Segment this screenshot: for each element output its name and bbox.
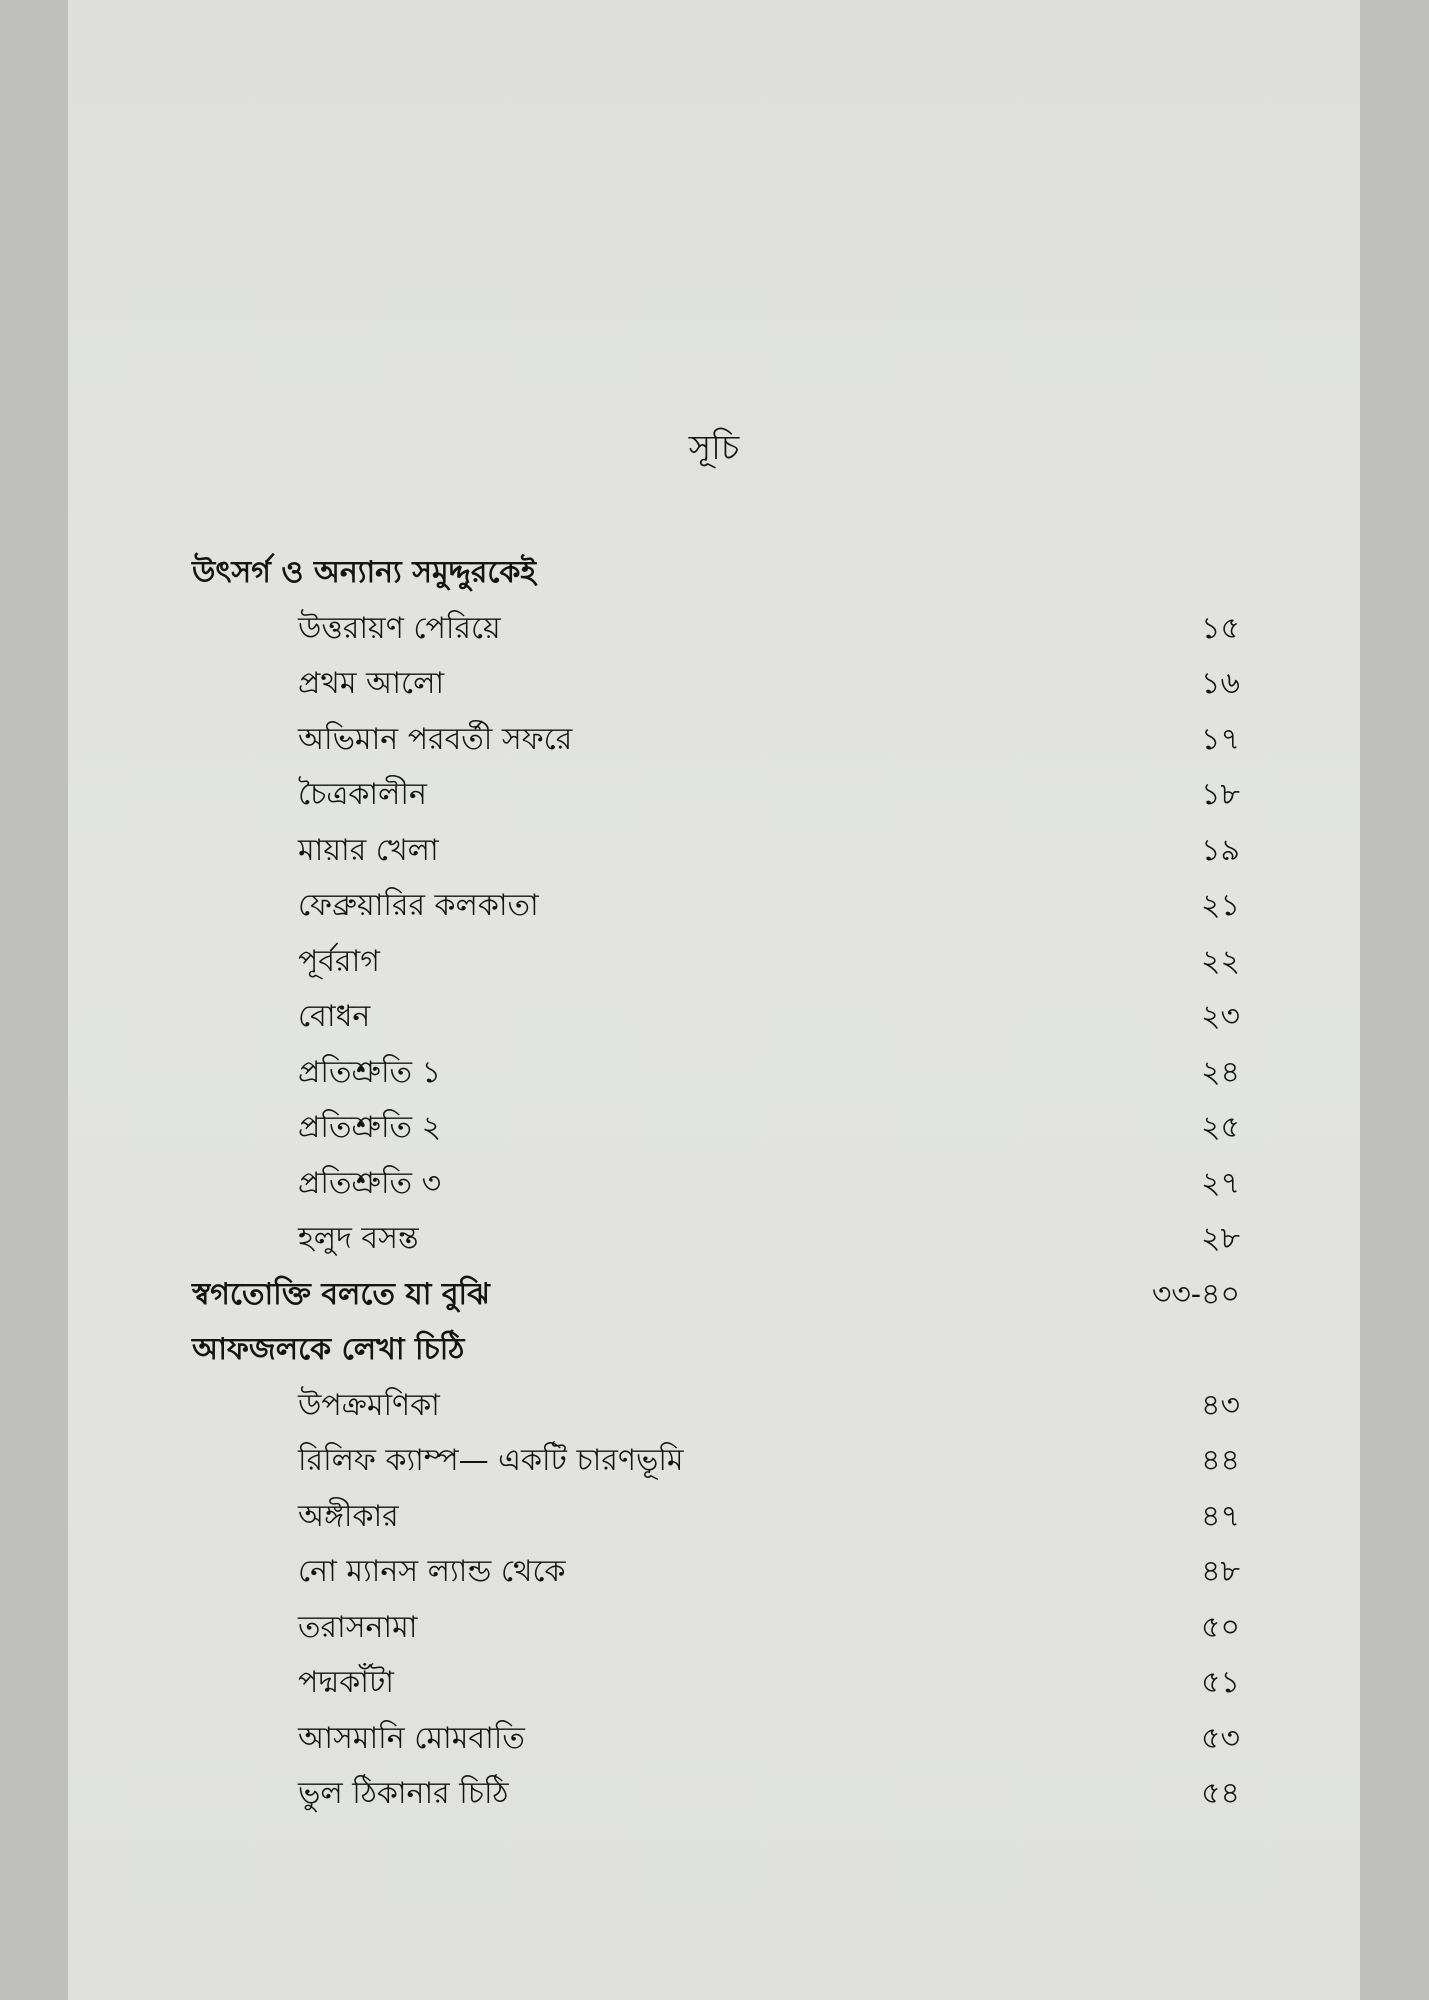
toc-page-number: ৪৩ xyxy=(1201,1387,1240,1423)
toc-page-number: ১৯ xyxy=(1201,832,1240,868)
toc-entry xyxy=(68,707,1360,763)
toc-entry xyxy=(68,762,1360,818)
toc-page-number: ২৩ xyxy=(1200,999,1240,1034)
toc-section xyxy=(68,1262,1360,1318)
toc-page-number: ৫১ xyxy=(1201,1665,1240,1700)
toc-entry-title: বোধন xyxy=(298,999,371,1034)
toc-entry xyxy=(68,818,1360,874)
toc-entry xyxy=(68,1650,1360,1706)
toc-section-title: উৎসর্গ ও অন্যান্য সমুদ্দুরকেই xyxy=(192,555,537,590)
toc-page-number: ১৮ xyxy=(1201,777,1240,812)
toc-entry-title: প্রথম আলো xyxy=(298,666,445,701)
toc-entry-title: মায়ার খেলা xyxy=(298,832,439,868)
toc-entry xyxy=(68,1539,1360,1595)
toc-entry xyxy=(68,596,1360,652)
toc-section-title: আফজলকে লেখা চিঠি xyxy=(192,1332,465,1367)
toc-page-number: ৫৪ xyxy=(1201,1776,1240,1811)
toc-entry-title: চৈত্রকালীন xyxy=(298,777,427,812)
toc-entry-title: পদ্মকাঁটা xyxy=(298,1665,395,1700)
toc-entry-title: তরাসনামা xyxy=(298,1609,418,1645)
toc-entry xyxy=(68,929,1360,985)
toc-page-number: ১৬ xyxy=(1201,666,1240,701)
toc-page-number: ২৮ xyxy=(1201,1221,1240,1256)
toc-entry-title: প্রতিশ্রুতি ১ xyxy=(298,1054,442,1090)
toc-entry xyxy=(68,1484,1360,1540)
toc-entry xyxy=(68,873,1360,929)
toc-page-number: ৪৮ xyxy=(1201,1554,1240,1589)
toc-page-number: ২৫ xyxy=(1201,1110,1240,1145)
toc-entry xyxy=(68,1595,1360,1651)
toc-entry xyxy=(68,1428,1360,1484)
toc-entry-title: পূর্বরাগ xyxy=(298,943,380,979)
toc-page-number: ২১ xyxy=(1201,888,1240,923)
toc-entry xyxy=(68,984,1360,1040)
toc-page-number: ৩৩-৪০ xyxy=(1151,1276,1240,1312)
toc-page-number: ৪৪ xyxy=(1201,1443,1240,1478)
toc-entry xyxy=(68,1095,1360,1151)
toc-entry xyxy=(68,1151,1360,1207)
toc-entry-title: ফেব্রুয়ারির কলকাতা xyxy=(298,888,539,923)
toc-page-number: ৫৩ xyxy=(1201,1720,1240,1756)
toc-page-number: ১৫ xyxy=(1201,610,1240,646)
book-page xyxy=(68,0,1360,2000)
toc-entry-title: হলুদ বসন্ত xyxy=(298,1221,419,1256)
toc-page-number: ২২ xyxy=(1200,943,1240,979)
toc-entry xyxy=(68,1373,1360,1429)
toc-page-number: ২৪ xyxy=(1201,1054,1240,1090)
page-title: সূচি xyxy=(688,428,740,468)
toc-page-number: ২৭ xyxy=(1200,1165,1240,1201)
toc-entry-title: অভিমান পরবর্তী সফরে xyxy=(298,721,573,757)
toc-entry-title: প্রতিশ্রুতি ২ xyxy=(298,1110,442,1145)
toc-entry-title: উপক্রমণিকা xyxy=(298,1387,440,1423)
table-of-contents xyxy=(68,540,1360,1817)
toc-entry-title: আসমানি মোমবাতি xyxy=(298,1720,525,1756)
toc-page-number: ৫০ xyxy=(1201,1609,1240,1645)
toc-section xyxy=(68,1317,1360,1373)
toc-entry-title: রিলিফ ক্যাম্প— একটি চারণভূমি xyxy=(298,1443,684,1478)
toc-page-number: ১৭ xyxy=(1201,721,1240,757)
toc-entry-title: নো ম্যানস ল্যান্ড থেকে xyxy=(298,1554,566,1589)
toc-entry xyxy=(68,651,1360,707)
toc-entry-title: অঙ্গীকার xyxy=(298,1498,399,1534)
toc-entry xyxy=(68,1206,1360,1262)
toc-entry-title: প্রতিশ্রুতি ৩ xyxy=(298,1165,442,1201)
toc-page-number: ৪৭ xyxy=(1201,1498,1240,1534)
toc-section-title: স্বগতোক্তি বলতে যা বুঝি xyxy=(192,1276,490,1312)
toc-entry xyxy=(68,1040,1360,1096)
toc-entry-title: উত্তরায়ণ পেরিয়ে xyxy=(298,610,501,646)
toc-entry xyxy=(68,1706,1360,1762)
toc-section xyxy=(68,540,1360,596)
toc-entry-title: ভুল ঠিকানার চিঠি xyxy=(298,1776,509,1811)
toc-entry xyxy=(68,1761,1360,1817)
